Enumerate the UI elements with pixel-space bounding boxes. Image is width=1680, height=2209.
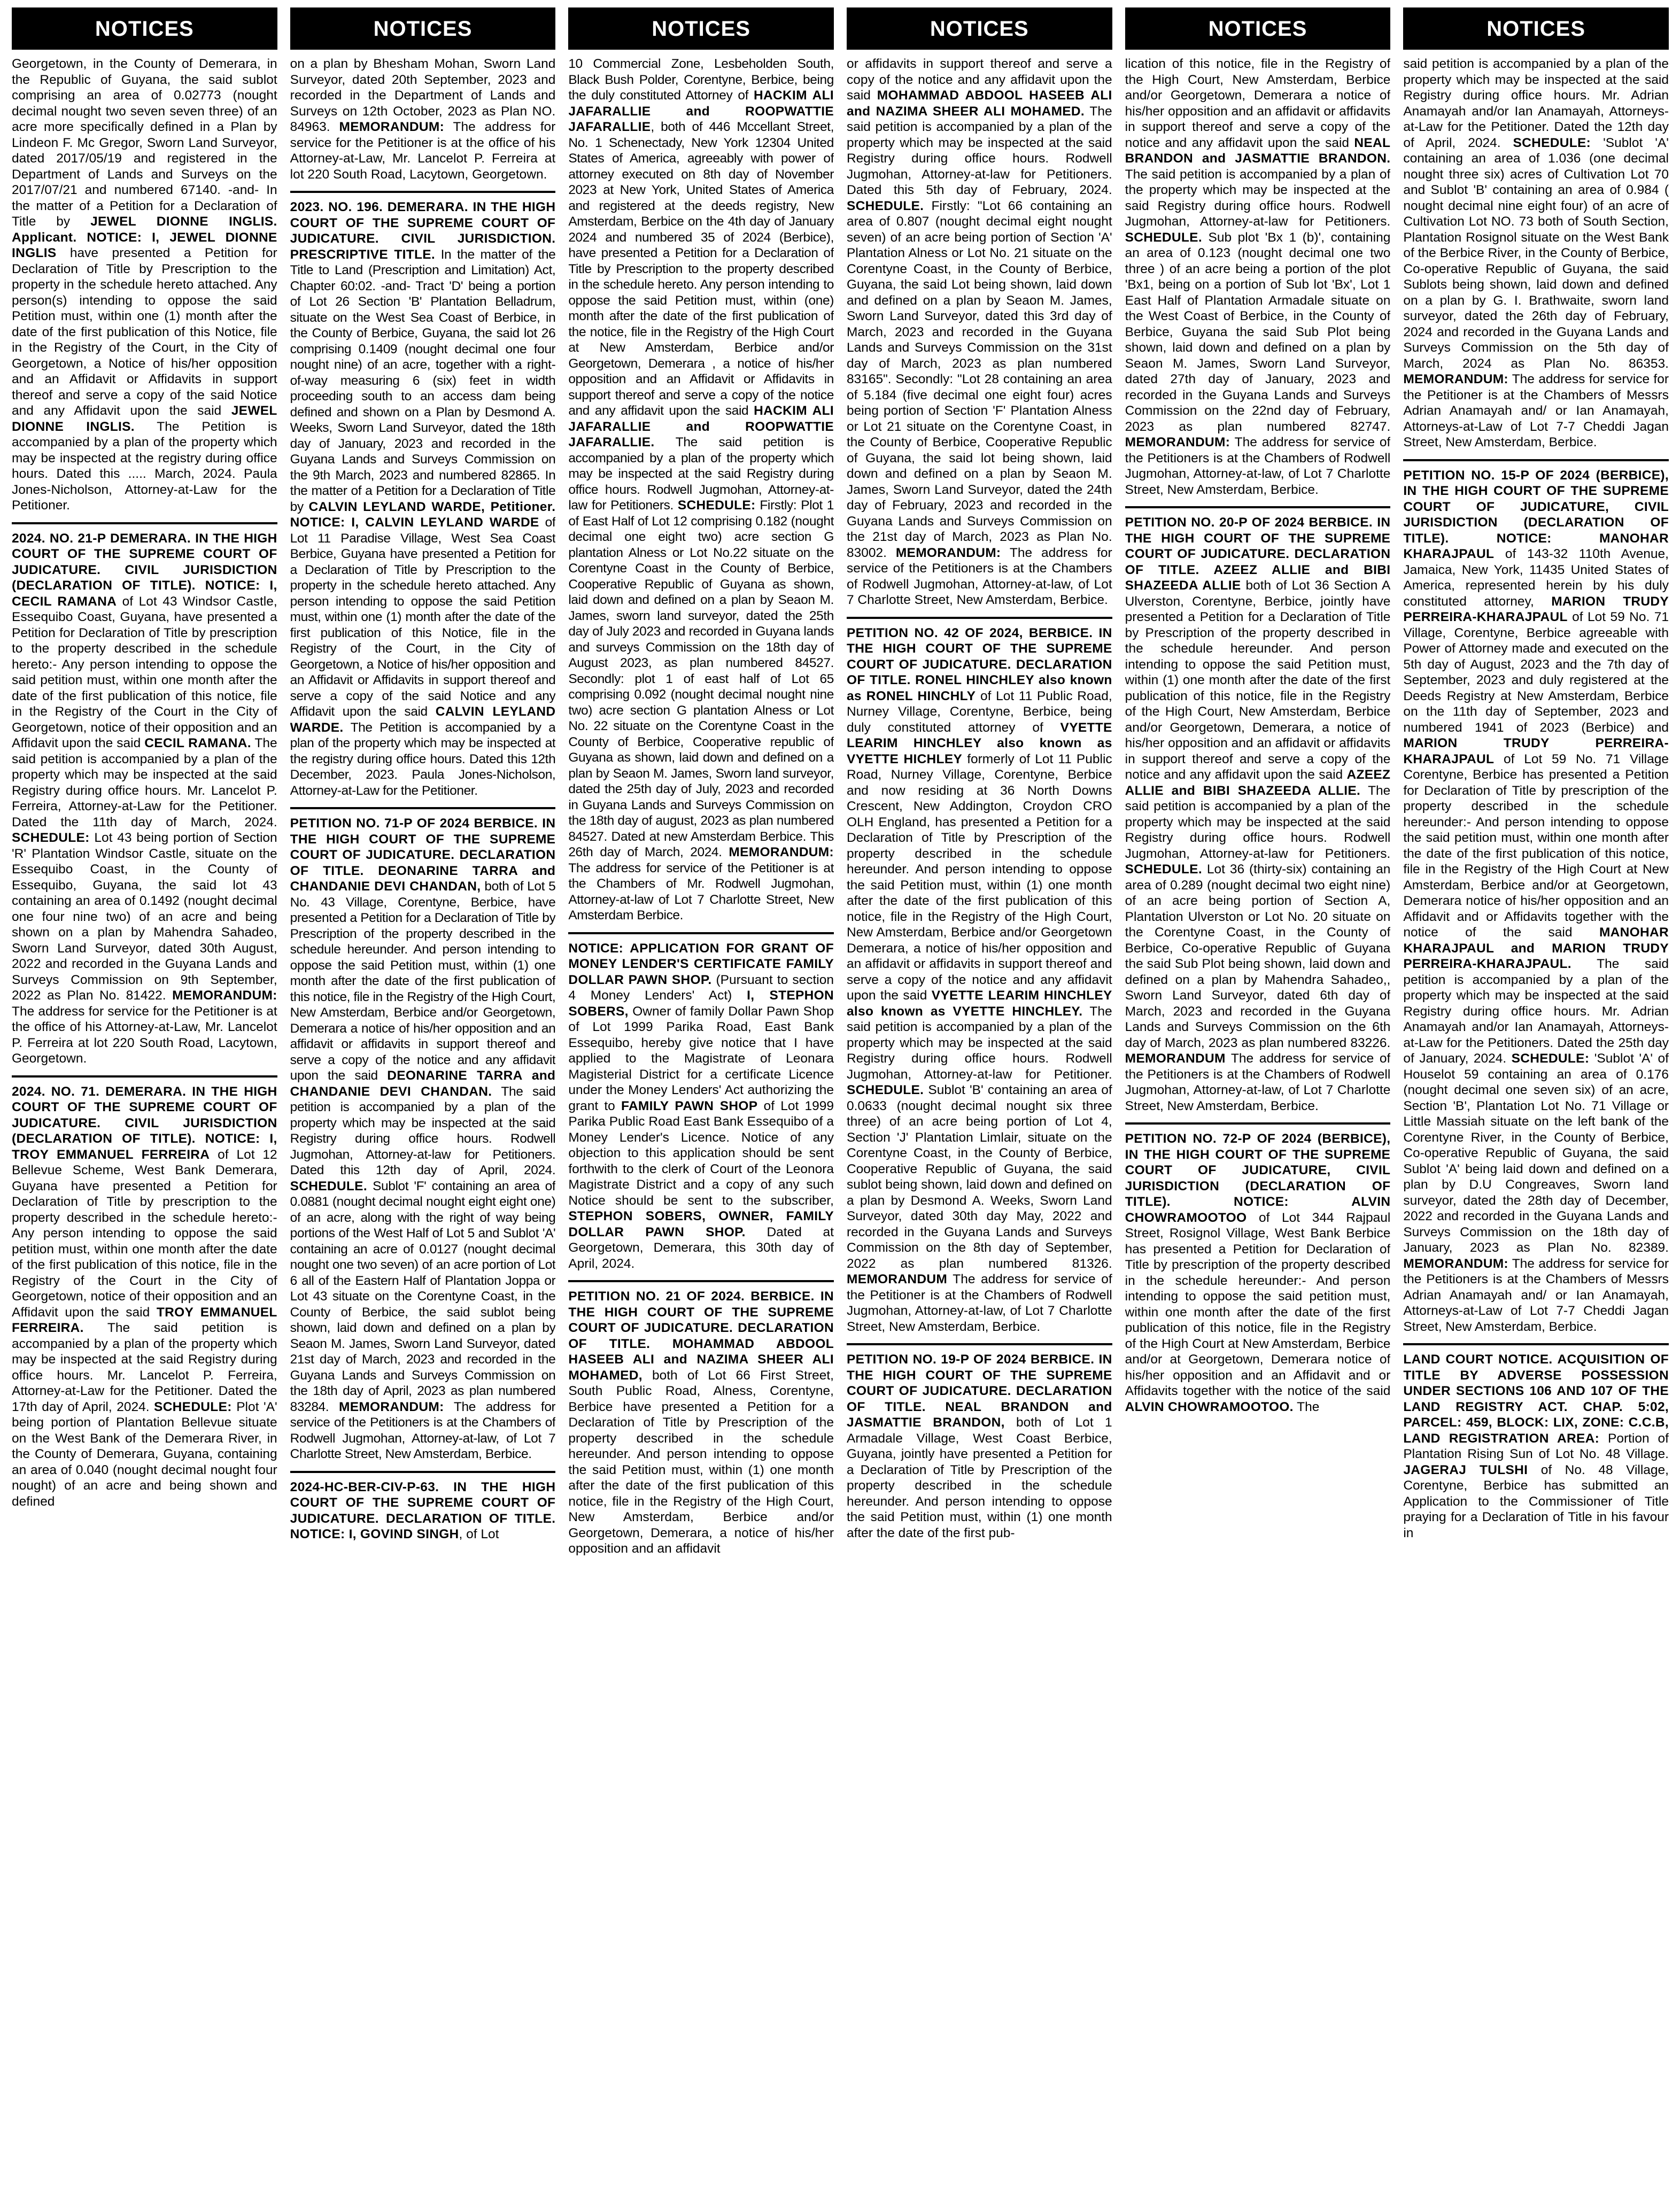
notice-text: lication of this notice, file in the Registry of the High Court, New Amsterdam, Berbice and/or Georgetown, Demerara a notice of his/her opposition and an affidavit or affidavits in support thereof and serve a copy of the notice and any affidavit upon the said — [1125, 57, 1391, 150]
column-header: NOTICES — [1403, 7, 1669, 50]
notice-bold-text: MEMORANDUM: — [172, 988, 277, 1003]
notice-bold-text: PETITION NO. 20-P OF 2024 BERBICE. IN THE HIGH COURT OF THE SUPREME COURT OF JUDICATURE. DECLARATION OF TITLE. AZEEZ ALLIE and BIBI SHAZEEDA ALLIE — [1125, 515, 1391, 593]
column-header: NOTICES — [290, 7, 556, 50]
legal-notice — [1403, 459, 1669, 1340]
notice-text: said petition is accompanied by a plan of the property which may be inspected at the said Registry during office hours. Mr. Adrian Anamayah and/or Ian Anamayah, Attorneys-at-Law for the Petitioner. Dated the 12th day of April, 2024. — [1403, 57, 1669, 150]
notice-bold-text: JAGERAJ TULSHI — [1403, 1462, 1528, 1477]
notice-bold-text: JEWEL DIONNE INGLIS. Applicant. NOTICE: I, JEWEL DIONNE INGLIS — [12, 214, 277, 260]
notice-text: , of Lot — [459, 1527, 499, 1541]
notice-text: The address for service for the Petitioners is at the Chambers of Messrs Adrian Anamayah and/ or Ian Anamayah, Attorneys-at-Law of Lot 7-7 Cheddi Jagan Street, New Amsterdam, Berbice. — [1403, 1256, 1669, 1334]
notice-text: The said petition is accompanied by a plan of the property which may be inspected at the said Registry during office hours. Rodwell Jugmohan, Attorney-at-law for Petitioners. Dated this 5th day of February, 2024. — [846, 104, 1112, 197]
legal-notice — [1125, 1122, 1391, 1420]
legal-notice — [290, 191, 556, 804]
notice-bold-text: VYETTE LEARIM HINCHLEY also known as VYETTE HINCHLEY. — [846, 988, 1112, 1019]
notice-text: both of Lot 1 Armadale Village, West Coast Berbice, Guyana, jointly have presented a Petition for a Declaration of Title by Prescription of the property described in the schedule hereunder. And person intending to oppose the said Petition must, within (1) one month after the date of the first pub- — [846, 1415, 1112, 1540]
notice-text: have presented a Petition for Declaration of Title by Prescription to the property in the schedule hereto attached. Any person(s) intending to oppose the said Petition must, within one (1) month after the date of the first publication of this Notice, file in the Registry of the Court, in the City of Georgetown, a Notice of his/her opposition and an Affidavit or Affidavits in support thereof and serve a copy of the said Notice and any Affidavit upon the said — [12, 246, 277, 418]
column-body — [12, 55, 277, 2202]
notice-bold-text: SCHEDULE. — [290, 1179, 367, 1193]
legal-notice — [12, 522, 277, 1072]
notice-bold-text: HACKIM ALI JAFARALLIE and ROOPWATTIE JAFARALLIE. — [568, 404, 834, 449]
legal-notice — [12, 1075, 277, 1515]
legal-notice — [12, 55, 277, 519]
notice-bold-text: AZEEZ ALLIE and BIBI SHAZEEDA ALLIE. — [1125, 768, 1391, 798]
notice-bold-text: MEMORANDUM: — [1125, 435, 1230, 449]
notice-bold-text: JEWEL DIONNE INGLIS. — [12, 404, 277, 434]
legal-notice — [290, 807, 556, 1468]
column-header: NOTICES — [568, 7, 834, 50]
column-header: NOTICES — [1125, 7, 1391, 50]
legal-notice — [568, 1280, 834, 1562]
notice-bold-text: SCHEDULE: — [154, 1399, 232, 1414]
notice-text: The said petition is accompanied by a plan of the property which may be inspected at the said Registry during office hours. Rodwell Jugmohan, Attorney-at-law for Petitioners. Dated this 12th day of April, 2024. — [290, 1084, 556, 1177]
notice-text: Firstly: Plot 1 of East Half of Lot 12 comprising 0.182 (nought decimal one eight two) acre section G plantation Alness or Lot No.22 situate on the Corentyne Coast in the County of Berbice, Cooperative Republic of Guyana as shown, laid down and defined on a plan by Seaon M. James, sworn land surveyor, dated the 25th day of July 2023 and recorded in Guyana lands and surveys Commission on the 18th day of August 2023, as plan numbered 84527. Secondly: plot 1 of east half of Lot 65 comprising 0.092 (nought decimal nought nine two) acre section G plantation Alness or Lot No. 22 situate on the Corentyne Coast in the County of Berbice, Cooperative republic of Guyana as shown, laid down and defined on a plan by Seaon M. James, Sworn land surveyor, dated the 25th day of July, 2023 and recorded in Guyana Lands and Surveys Commission on the 18th day of august, 2023 as plan numbered 84527. Dated at new Amsterdam Berbice. This 26th day of March, 2024. — [568, 498, 834, 859]
notice-bold-text: PETITION NO. 19-P OF 2024 BERBICE. IN THE HIGH COURT OF THE SUPREME COURT OF JUDICATURE. DECLARATION OF TITLE. NEAL BRANDON and JASMATTIE BRANDON, — [846, 1352, 1112, 1430]
notice-bold-text: SCHEDULE: — [12, 831, 90, 845]
notice-text: Lot 36 (thirty-six) containing an area of 0.289 (nought decimal two eight nine) of an acre being portion of Section A, Plantation Ulverston or Lot No. 20 situate on the Corentyne Coast, in the County of Berbice, Co-operative Republic of Guyana the said Sub Plot being shown, laid down and defined on a plan by Mahendra Sahadeo,, Sworn Land Surveyor, dated 6th day of March, 2023 and recorded in the Guyana Lands and Surveys Commission on the 6th day of March, 2023 as plan numbered 83226. — [1125, 862, 1391, 1050]
legal-notice — [1403, 55, 1669, 456]
column-body — [290, 55, 556, 2202]
notice-text: The address for service of the Petitioners is at the Chambers of Rodwell Jugmohan, Attorney-at-law, of Lot 7 Charlotte Street, New Amsterdam, Berbice. — [1125, 435, 1391, 497]
notice-bold-text: MOHAMMAD ABDOOL HASEEB ALI and NAZIMA SHEER ALI MOHAMED. — [846, 88, 1112, 119]
notice-text: The address for service for the Petitioner is at the office of his Attorney-at-Law, Mr. Lancelot P. Ferreira at lot 220 South Road, Lacytown, Georgetown. — [12, 1004, 277, 1066]
column-header: NOTICES — [847, 7, 1112, 50]
notice-text: of Lot 59 No. 71 Village Corentyne, Berbice has presented a Petition for Declaration of Title by prescription of the property described in the schedule hereunder:- And person intending to oppose the said petition must, within one month after the date of the first publication of this notice, file in the Registry of the High Court at New Amsterdam, Berbice and/or at Georgetown, Demerara notice of his/her opposition and an Affidavit and or Affidavits together with the notice of the said — [1403, 751, 1669, 940]
legal-notice — [290, 1471, 556, 1548]
legal-notice — [847, 1343, 1112, 1546]
notice-bold-text: STEPHON SOBERS, OWNER, FAMILY DOLLAR PAWN SHOP. — [568, 1209, 834, 1239]
notice-bold-text: MEMORANDUM: — [339, 120, 445, 134]
notice-bold-text: NOTICE: APPLICATION FOR GRANT OF MONEY LENDER'S CERTIFICATE FAMILY DOLLAR PAWN SHOP. — [568, 941, 834, 987]
notices-column — [568, 7, 834, 2202]
legal-notice — [1125, 506, 1391, 1119]
notice-text: The address for service of the Petitioners is at the Chambers of Rodwell Jugmohan, Attorney-at-law, of Lot 7 Charlotte Street, New Amsterdam, Berbice. — [290, 1399, 556, 1461]
notice-text: of No. 48 Village, Corentyne, Berbice has submitted an Application to the Commissioner of Title praying for a Declaration of Title in his favour in — [1403, 1462, 1669, 1540]
notice-text: The address for service for the Petitioner is at the Chambers of Messrs Adrian Anamayah and/ or Ian Anamayah, Attorneys-at-Law of Lot 7-7 Cheddi Jagan Street, New Amsterdam, Berbice. — [1403, 372, 1669, 449]
notice-text: of Lot 59 No. 71 Village, Corentyne, Berbice agreeable with Power of Attorney made and executed on the 5th day of August, 2023 and the 7th day of September, 2023 and duly registered at the Deeds Registry at New Amsterdam, Berbice on the 11th day of September, 2023 and numbered 1941 of 2023 (Berbice) and — [1403, 610, 1669, 735]
notice-bold-text: TROY EMMANUEL FERREIRA. — [12, 1305, 277, 1335]
notice-text: 'Sublot 'A' containing an area of 1.036 (one decimal nought three six) acres of Cultivation Lot 70 and Sublot 'B' containing an area of 0.984 ( nought decimal nine eight four) of an acre of Cultivation Lot NO. 73 both of South Section, Plantation Rosignol situate on the West Bank of the Berbice River, in the County of Berbice, Co-operative Republic of Guyana, the said Sublots being shown, laid down and defined on a plan by G. I. Brathwaite, sworn land surveyor, dated the 26th day of February, 2024 and recorded in the Guyana Lands and Surveys Commission on the 5th day of March, 2024 as Plan No. 86353. — [1403, 135, 1669, 371]
notice-text: of Lot 43 Windsor Castle, Essequibo Coast, Guyana, have presented a Petition for Declaration of Title by prescription to the property described in the schedule hereto:- Any person intending to oppose the said petition must, within one month after the date of the first publication of this notice, file in the Registry of the Court in the City of Georgetown, notice of their opposition and an Affidavit upon the said — [12, 594, 277, 750]
notice-text: The Petition is accompanied by a plan of the property which may be inspected at the registry during office hours. Dated this 12th December, 2023. Paula Jones-Nicholson, Attorney-at-Law for the Petitioner. — [290, 720, 556, 798]
notice-bold-text: 2024-HC-BER-CIV-P-63. IN THE HIGH COURT OF THE SUPREME COURT OF JUDICATURE. DECLARATION OF TITLE. NOTICE: I, GOVIND SINGH — [290, 1479, 556, 1541]
notice-text: The said petition is accompanied by a plan of the property which may be inspected at the said Registry during office hours. Mr. Lancelot P. Ferreira, Attorney-at-Law for the Petitioner. Dated the 17th day of April, 2024. — [12, 1321, 277, 1414]
notice-text: of Lot 11 Paradise Village, West Sea Coast Berbice, Guyana have presented a Petition for a Declaration of Title by Prescription to the property in the schedule hereto attached. Any person intending to oppose the said Petition must, within one (1) month after the date of the first publication of this Notice, file in the Registry of the Court, in the City of Georgetown, a Notice of his/her opposition and an Affidavit or Affidavits in support thereof and serve a copy of the said Notice and any Affidavit upon the said — [290, 515, 556, 719]
notice-text: The said petition is accompanied by a plan of the property which may be inspected at the said Registry during office hours. Mr. Lancelot P. Ferreira, Attorney-at-Law for the Petitioner. Dated the 11th day of March, 2024. — [12, 736, 277, 830]
notice-text: both of Lot 5 No. 43 Village, Corentyne, Berbice, have presented a Petition for a Declaration of Title by Prescription of the property described in the schedule hereunder. And person intending to oppose the said Petition must, within (1) one month after the date of the first publication of this notice, file in the Registry of the High Court, New Amsterdam, Berbice and/or Georgetown, Demerara a notice of his/her opposition and an affidavit or affidavits in support thereof and serve a copy of the notice and any affidavit upon the said — [290, 879, 556, 1083]
notice-text: The — [1293, 1399, 1320, 1414]
notice-bold-text: MEMORANDUM: — [895, 545, 1001, 560]
notice-text: The said petition is accompanied by a plan of the property which may be inspected at the said Registry during office hours. Rodwell Jugmohan, Attorney-at-law for Petitioners. — [1125, 167, 1391, 229]
column-header: NOTICES — [12, 7, 277, 50]
notice-text: Georgetown, in the County of Demerara, in the Republic of Guyana, the said sublot comprising an area of 0.02773 (nought decimal nought two seven seven three) of an acre more specifically defined in a Plan by Lindeon F. Mc Gregor, Sworn Land Surveyor, dated 2017/05/19 and registered in the Department of Lands and Surveys on the 2017/07/21 and numbered 67140. -and- In the matter of a Petition for a Declaration of Title by — [12, 57, 277, 229]
notice-text: of Lot 11 Public Road, Nurney Village, Corentyne, Berbice, being duly constituted attorney of — [846, 688, 1112, 735]
notice-text: formerly of Lot 11 Public Road, Nurney Village, Corentyne, Berbice and now residing at 36 North Downs Crescent, New Addington, Croydon CRO OLH England, has presented a Petition for a Declaration of Title by Prescription of the property described in the schedule hereunder. And person intending to oppose the said Petition must, within (1) one month after the date of the first publication of this notice, file in the Registry of the High Court, New Amsterdam, Berbice and/or Georgetown Demerara, a notice of his/her opposition and an affidavit or affidavits in support thereof and serve a copy of the notice and any affidavit upon the said — [846, 751, 1112, 1003]
notice-text: The said petition is accompanied by a plan of the property which may be inspected at the said Registry during office hours. Mr. Adrian Anamayah and/or Ian Anamayah, Attorneys-at-Law for the Petitioners. Dated the 25th day of January, 2024. — [1403, 957, 1669, 1066]
notice-text: Sublot 'B' containing an area of 0.0633 (nought decimal nought six three three) of an acre being portion of Lot 4, Section 'J' Plantation Limlair, situate on the Corentyne Coast, in the County of Berbice, Cooperative Republic of Guyana, the said sublot being shown, laid down and defined on a plan by Desmond A. Weeks, Sworn Land Surveyor, dated 30th day May, 2022 and recorded in the Guyana Lands and Surveys Commission on the 8th day of September, 2022 as plan numbered 81326. — [846, 1083, 1112, 1271]
notice-text: Firstly: "Lot 66 containing an area of 0.807 (nought decimal eight nought seven) of an acre being portion of Section 'A' Plantation Alness or Lot No. 21 situate on the Corentyne Coast, in the County of Berbice, Guyana, the said Lot being shown, laid down and defined on a plan by Seaon M. James, Sworn Land Surveyor, dated this 3rd day of March, 2023 and recorded in the Guyana Lands and Surveys Commission on the 31st day of March, 2023 as plan numbered 83165". Secondly: "Lot 28 containing an area of 5.184 (five decimal one eight four) acres being portion of Section 'F' Plantation Alness or Lot 21 situate on the Corentyne Coast, in the County of Berbice, Cooperative Republic of Guyana, the said lot being shown, laid down and defined on a plan by Seaon M. James, Sworn Land Surveyor, dated the 24th day of February, 2023 and recorded in the Guyana Lands and Surveys Commission on the 21st day of March, 2023 as Plan No. 83002. — [846, 198, 1112, 560]
notice-text: of Lot 12 Bellevue Scheme, West Bank Demerara, Guyana have presented a Petition for Declaration of Title by prescription to the property described in the schedule hereto:- Any person intending to oppose the said petition must, within one month after the date of the first publication of this notice, file in the Registry of the Court in the City of Georgetown, notice of their opposition and an Affidavit upon the said — [12, 1147, 277, 1320]
notice-bold-text: MANOHAR KHARAJPAUL and MARION TRUDY PERREIRA-KHARAJPAUL. — [1403, 925, 1669, 971]
notice-text: The address for service for the Petitioner is at the office of his Attorney-at-Law, Mr. Lancelot P. Ferreira at lot 220 South Road, Lacytown, Georgetown. — [290, 120, 556, 182]
notice-bold-text: MEMORANDUM: — [339, 1399, 444, 1414]
notice-text: (Pursuant to section 4 Money Lenders' Act) — [568, 972, 834, 1003]
notice-text: of Lot 344 Rajpaul Street, Rosignol Village, West Bank Berbice has presented a Petition for Declaration of Title by prescription of the property described in the schedule hereunder:- And person intending to oppose the said petition must, within one month after the date of the first publication of this notice, file in the Registry of the High Court at New Amsterdam, Berbice and/or at Georgetown, Demerara notice of his/her opposition and an Affidavit and or Affidavits together with the notice of the said — [1125, 1210, 1391, 1398]
notice-text: The address for service of the Petitioner is at the Chambers of Rodwell Jugmohan, Attorney-at-law, of Lot 7 Charlotte Street, New Amsterdam, Berbice. — [846, 1272, 1112, 1334]
notice-text: 'Sublot 'A' of Houselot 59 containing an area of 0.176 (nought decimal one seven six) of an acre, Section 'B', Plantation Lot No. 71 Village or Little Massiah situate on the left bank of the Corentyne River, in the County of Berbice, Co-operative Republic of Guyana, the said Sublot 'A' being laid down and defined on a plan by D.U Congreaves, Sworn land surveyor, dated the 28th day of December, 2022 and recorded in the Guyana Lands and Surveys Commission on the 18th day of January, 2023 as Plan No. 82389. — [1403, 1051, 1669, 1255]
notice-text: The address for service of the Petitioner is at the Chambers of Mr. Rodwell Jugmohan, Attorney-at-law of Lot 7 Charlotte Street, New Amsterdam Berbice. — [568, 861, 834, 923]
notice-text: The said petition is accompanied by a plan of the property which may be inspected at the said Registry during office hours. Rodwell Jugmohan, Attorney-at-law for Petitioners. — [1125, 783, 1391, 861]
notice-bold-text: PETITION NO. 72-P OF 2024 (BERBICE), IN THE HIGH COURT OF THE SUPREME COURT OF JUDICATURE, CIVIL JURISDICTION (DECLARATION OF TITLE). NOTICE: ALVIN CHOWRAMOOTOO — [1125, 1131, 1391, 1225]
notice-bold-text: CALVIN LEYLAND WARDE. — [290, 704, 556, 735]
column-body — [568, 55, 834, 2202]
notice-text: The said petition is accompanied by a plan of the property which may be inspected at the said Registry during office hours. Rodwell Jugmohan, Attorney-at-law for Petitioners. — [568, 435, 834, 513]
column-body — [1125, 55, 1391, 2202]
notice-bold-text: ALVIN CHOWRAMOOTOO. — [1125, 1399, 1294, 1414]
notice-bold-text: LAND COURT NOTICE. ACQUISITION OF TITLE BY ADVERSE POSSESSION UNDER SECTIONS 106 AND 107 OF THE LAND REGISTRY ACT. CHAP. 5:02, PARCEL: 459, BLOCK: LIX, ZONE: C.C.B, LAND REGISTRATION AREA: — [1403, 1352, 1669, 1446]
notice-text: , both of 446 Mccellant Street, No. 1 Schenectady, New York 12304 United States of America, agreeably with power of attorney executed on 8th day of November 2023 at New York, United States of America and registered at the deeds registry, New Amsterdam, Berbice on the 4th day of January 2024 and numbered 35 of 2024 (Berbice), have presented a Petition for a Declaration of Title by Prescription to the property described in the schedule hereto. Any person intending to oppose the said Petition must, within (one) month after the date of the first publication of the notice, file in the Registry of the High Court at New Amsterdam, Berbice and/or Georgetown, Demerara , a notice of his/her opposition and an Affidavit or Affidavits in support thereof and serve a copy of the notice and any affidavit upon the said — [568, 120, 834, 418]
notice-text: Sublot 'F' containing an area of 0.0881 (nought decimal nought eight eight one) of an acre, along with the right of way being portions of the West Half of Lot 5 and Sublot 'A' containing an acre of 0.0127 (nought decimal nought one two seven) of an acre portion of Lot 6 all of the Eastern Half of Plantation Joppa or Lot 43 situate on the Corentyne Coast, in the County of Berbice, the said sublot being shown, laid down and defined on a plan by Seaon M. James, Sworn Land Surveyor, dated 21st day of March, 2023 and recorded in the Guyana Lands and Surveys Commission on the 18th day of April, 2023 as plan numbered 83284. — [290, 1179, 556, 1414]
notice-text: The address for service of the Petitioners is at the Chambers of Rodwell Jugmohan, Attorney-at-law, of Lot 7 Charlotte Street, New Amsterdam, Berbice. — [1125, 1051, 1391, 1113]
notice-text: Lot 43 being portion of Section 'R' Plantation Windsor Castle, situate on the Essequibo Coast, in the County of Essequibo, Guyana, the said lot 43 containing an area of 0.1492 (nought decimal one four nine two) of an acre and being shown on a plan by Mahendra Sahadeo, Sworn Land Surveyor, dated 30th August, 2022 and recorded in the Guyana Lands and Surveys Commission on 9th September, 2022 as Plan No. 81422. — [12, 831, 277, 1003]
column-body — [1403, 55, 1669, 2202]
notice-text: Owner of family Dollar Pawn Shop of Lot 1999 Parika Road, East Bank Essequibo, hereby give notice that I have applied to the Magistrate of Leonara Magisterial District for a certificate Licence under the Money Lenders' Act authorizing the grant to — [568, 1004, 834, 1113]
notices-column — [1403, 7, 1669, 2202]
notice-bold-text: MEMORANDUM: — [1403, 1256, 1508, 1271]
notice-text: on a plan by Bhesham Mohan, Sworn Land Surveyor, dated 20th September, 2023 and recorded in the Department of Lands and Surveys on 12th October, 2023 as Plan NO. 84963. — [290, 57, 556, 134]
notice-bold-text: MEMORANDUM — [1125, 1051, 1226, 1066]
notice-text: or affidavits in support thereof and serve a copy of the notice and any affidavit upon the said — [846, 57, 1112, 103]
notice-bold-text: MEMORANDUM: — [1403, 372, 1508, 386]
notice-text: of 143-32 110th Avenue, Jamaica, New York, 11435 United States of America, represented herein by his duly constituted attorney, — [1403, 547, 1669, 609]
newspaper-notices-page — [12, 7, 1669, 2202]
notice-bold-text: HACKIM ALI JAFARALLIE and ROOPWATTIE JAFARALLIE — [568, 88, 834, 134]
notice-text: The address for service of the Petitioners is at the Chambers of Rodwell Jugmohan, Attorney-at-law, of Lot 7 Charlotte Street, New Amsterdam, Berbice. — [846, 545, 1112, 607]
legal-notice — [1403, 1343, 1669, 1546]
notices-column — [290, 7, 556, 2202]
legal-notice — [290, 55, 556, 188]
notice-bold-text: 2024. NO. 21-P DEMERARA. IN THE HIGH COURT OF THE SUPREME COURT OF JUDICATURE. CIVIL JURISDICTION (DECLARATION OF TITLE). NOTICE: I, CECIL RAMANA — [12, 531, 277, 609]
notice-text: Dated at Georgetown, Demerara, this 30th day of April, 2024. — [568, 1224, 834, 1271]
notice-bold-text: NEAL BRANDON and JASMATTIE BRANDON. — [1125, 135, 1391, 166]
notice-bold-text: SCHEDULE: — [677, 498, 756, 513]
notice-bold-text: 2024. NO. 71. DEMERARA. IN THE HIGH COURT OF THE SUPREME COURT OF JUDICATURE. CIVIL JURISDICTION (DECLARATION OF TITLE). NOTICE: I, TROY EMMANUEL FERREIRA — [12, 1084, 277, 1162]
notice-bold-text: CALVIN LEYLAND WARDE, Petitioner. NOTICE: I, CALVIN LEYLAND WARDE — [290, 499, 556, 530]
notice-text: In the matter of the Title to Land (Prescription and Limitation) Act, Chapter 60:02. -and- Tract 'D' being a portion of Lot 26 Section 'B' Plantation Belladrum, situate on the West Sea Coast of Berbice, in the County of Berbice, Guyana, the said lot 26 comprising 0.1409 (nought decimal one four nought nine) of an acre, together with a right-of-way measuring 6 (six) feet in width proceeding south to an access dam being defined and shown on a Plan by Desmond A. Weeks, Sworn Land Surveyor, dated the 18th day of January, 2023 and recorded in the Guyana Lands and Surveys Commission on the 9th March, 2023 and numbered 82865. In the matter of a Petition for a Declaration of Title by — [290, 247, 556, 514]
notice-text: both of Lot 36 Section A Ulverston, Corentyne, Berbice, jointly have presented a Petition for a Declaration of Title by Prescription of the property described in the schedule hereunder. And person intending to oppose the said Petition must, within (1) one month after the date of the first publication of this notice, file in the Registry of the High Court, New Amsterdam, Berbice and/or Georgetown, Demerara, a notice of his/her opposition and an affidavit or affidavits in support thereof and serve a copy of the notice and any affidavit upon the said — [1125, 578, 1391, 782]
legal-notice — [1125, 55, 1391, 503]
notice-bold-text: PETITION NO. 71-P OF 2024 BERBICE. IN THE HIGH COURT OF THE SUPREME COURT OF JUDICATURE. DECLARATION OF TITLE. DEONARINE TARRA and CHANDANIE DEVI CHANDAN, — [290, 816, 556, 894]
notice-bold-text: I, STEPHON SOBERS, — [568, 988, 834, 1019]
notice-text: Portion of Plantation Rising Sun of Lot No. 48 Village. — [1403, 1431, 1669, 1461]
notice-bold-text: PETITION NO. 42 OF 2024, BERBICE. IN THE HIGH COURT OF THE SUPREME COURT OF JUDICATURE. DECLARATION OF TITLE. RONEL HINCHLEY also known as RONEL HINCHLY — [846, 625, 1112, 703]
notice-bold-text: SCHEDULE: — [1513, 135, 1591, 150]
notice-bold-text: MARION TRUDY PERREIRA-KHARAJPAUL — [1403, 594, 1669, 624]
notice-bold-text: SCHEDULE. — [1125, 230, 1202, 245]
legal-notice — [847, 55, 1112, 614]
notice-bold-text: 2023. NO. 196. DEMERARA. IN THE HIGH COURT OF THE SUPREME COURT OF JUDICATURE. CIVIL JURISDICTION. PRESCRIPTIVE TITLE. — [290, 200, 556, 262]
notice-bold-text: DEONARINE TARRA and CHANDANIE DEVI CHANDAN. — [290, 1068, 556, 1099]
notice-bold-text: SCHEDULE. — [1125, 862, 1202, 877]
notice-text: Sub plot 'Bx 1 (b)', containing an area of 0.123 (nought decimal one two three ) of an acre being a portion of the plot 'Bx1, being on a portion of Sub lot 'Bx', Lot 1 East Half of Plantation Armadale situate on the West Coast of Berbice, in the County of Berbice, Guyana the said Sub Plot being shown, laid down and defined on a plan by Seaon M. James, Sworn Land Surveyor, dated 27th day of January, 2023 and recorded in the Guyana Lands and Surveys Commission on the 22nd day of February, 2023 as plan numbered 82747. — [1125, 230, 1391, 434]
notice-text: The Petition is accompanied by a plan of the property which may be inspected at the registry during office hours. Dated this ..... March, 2024. Paula Jones-Nicholson, Attorney-at-Law for the Petitioner. — [12, 419, 277, 513]
notice-bold-text: MARION TRUDY PERREIRA-KHARAJPAUL — [1403, 736, 1669, 766]
notice-bold-text: MEMORANDUM — [846, 1272, 948, 1286]
notice-bold-text: SCHEDULE. — [846, 1083, 924, 1097]
notice-text: 10 Commercial Zone, Lesbeholden South, Black Bush Polder, Corentyne, Berbice, being the duly constituted Attorney of — [568, 57, 834, 103]
notice-bold-text: MEMORANDUM: — [729, 845, 834, 859]
notices-column — [847, 7, 1112, 2202]
notice-text: of Lot 1999 Parika Public Road East Bank Essequibo of a Money Lender's Licence. Notice of any objection to this application should be sent forthwith to the clerk of Court of the Leonora Magistrate District and a copy of any such Notice should be sent to the subscriber, — [568, 1098, 834, 1208]
notice-bold-text: SCHEDULE. — [846, 198, 924, 213]
legal-notice — [847, 617, 1112, 1340]
notice-text: Plot 'A' being portion of Plantation Bellevue situate on the West Bank of the Demerara River, in the County of Demerara, Guyana, containing an area of 0.040 (nought decimal nought four nought) of an acre and being shown and defined — [12, 1399, 277, 1509]
notices-column — [12, 7, 277, 2202]
notice-bold-text: CECIL RAMANA. — [144, 736, 251, 750]
notice-bold-text: SCHEDULE: — [1511, 1051, 1590, 1066]
notice-bold-text: VYETTE LEARIM HINCHLEY also known as VYETTE HICHLEY — [846, 720, 1112, 766]
notice-text: both of Lot 66 First Street, South Public Road, Alness, Corentyne, Berbice have presented a Petition for a Declaration of Title by Prescription of the property described in the schedule hereunder. And person intending to oppose the said Petition must, within (1) one month after the date of the first publication of this notice, file in the Registry of the High Court, New Amsterdam, Berbice and/or Georgetown, Demerara, a notice of his/her opposition and an affidavit — [568, 1368, 834, 1556]
notice-bold-text: PETITION NO. 15-P OF 2024 (BERBICE), IN THE HIGH COURT OF THE SUPREME COURT OF JUDICATURE, CIVIL JURISDICTION (DECLARATION OF TITLE). NOTICE: MANOHAR KHARAJPAUL — [1403, 468, 1669, 561]
legal-notice — [568, 932, 834, 1277]
column-body — [847, 55, 1112, 2202]
notices-column — [1125, 7, 1391, 2202]
legal-notice — [568, 55, 834, 929]
notice-text: The said petition is accompanied by a plan of the property which may be inspected at the said Registry during office hours. Rodwell Jugmohan, Attorney-at-law for Petitioner. — [846, 1004, 1112, 1082]
notice-bold-text: PETITION NO. 21 OF 2024. BERBICE. IN THE HIGH COURT OF THE SUPREME COURT OF JUDICATURE. DECLARATION OF TITLE. MOHAMMAD ABDOOL HASEEB ALI and NAZIMA SHEER ALI MOHAMED, — [568, 1289, 834, 1383]
notice-bold-text: FAMILY PAWN SHOP — [621, 1098, 758, 1113]
